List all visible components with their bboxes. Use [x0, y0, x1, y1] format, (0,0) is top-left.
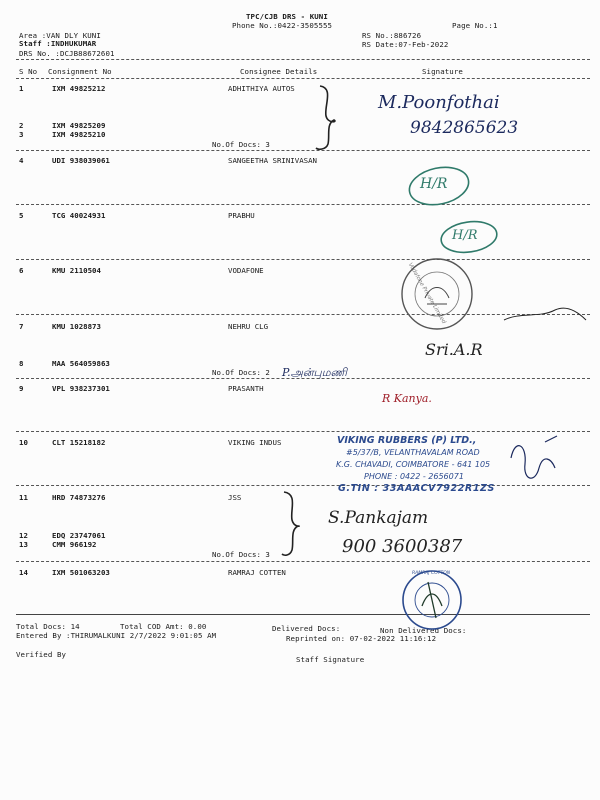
row-7-consignee: NEHRU CLG: [228, 322, 269, 331]
recipient-phone-handwritten: 9842865623: [410, 118, 519, 138]
drs-number: DRS No. :DCJB88672601: [19, 49, 115, 58]
row-2-sno: 2: [19, 121, 24, 130]
row-13-consignment: CMM 966192: [52, 540, 97, 549]
row-9-consignment: VPL 938237301: [52, 384, 110, 393]
row-5-sno: 5: [19, 211, 24, 220]
col-consignee: Consignee Details: [240, 67, 318, 76]
row-12-consignment: EDQ 23747061: [52, 531, 106, 540]
hr-mark-1: H/R: [420, 176, 448, 192]
recipient-name-handwritten: S.Pankajam: [328, 508, 429, 528]
row-10-sno: 10: [19, 438, 28, 447]
row-5-consignee: PRABHU: [228, 211, 255, 220]
row-4-consignment: UDI 938039061: [52, 156, 110, 165]
entered-by: Entered By :THIRUMALKUNI 2/7/2022 9:01:05 AM: [16, 631, 217, 640]
row-divider: [16, 150, 590, 151]
signature-scribble: [505, 428, 565, 488]
total-docs: Total Docs: 14: [16, 622, 80, 631]
row-7-consignment: KMU 1028873: [52, 322, 101, 331]
verified-by: Verified By: [16, 650, 67, 659]
col-consignment: Consignment No: [48, 67, 112, 76]
company-stamp-line3: K.G. CHAVADI, COIMBATORE - 641 105: [336, 460, 491, 469]
row-1-consignment: IXM 49825212: [52, 84, 106, 93]
row-14-consignment: IXM 501063203: [52, 568, 110, 577]
staff-label: Staff :INDHUKUMAR: [19, 39, 97, 48]
row-9-sno: 9: [19, 384, 24, 393]
row-4-consignee: SANGEETHA SRINIVASAN: [228, 156, 317, 165]
row-9-tamil-name: P.அன்புமணி: [282, 366, 347, 379]
row-1-consignee: ADHITHIYA AUTOS: [228, 84, 295, 93]
row-divider: [16, 431, 590, 432]
document-title: TPC/CJB DRS - KUNI: [246, 12, 328, 21]
reprinted-on: Reprinted on: 07-02-2022 11:16:12: [286, 634, 437, 643]
footer-divider: [16, 614, 590, 615]
non-delivered-docs: Non Delivered Docs:: [380, 626, 467, 635]
row-6-consignee: VODAFONE: [228, 266, 264, 275]
total-cod: Total COD Amt: 0.00: [120, 622, 207, 631]
row-divider: [16, 204, 590, 205]
row-3-sno: 3: [19, 130, 24, 139]
company-stamp-line2: #5/37/B, VELANTHAVALAM ROAD: [346, 448, 480, 457]
page-number: Page No.:1: [452, 21, 498, 30]
hr-mark-2: H/R: [452, 228, 478, 243]
rs-number: RS No.:886726: [362, 31, 422, 40]
col-signature: Signature: [422, 67, 463, 76]
row-3-consignment: IXM 49825210: [52, 130, 106, 139]
round-stamp-icon: [400, 568, 464, 632]
row-8-signature: Sri.A.R: [425, 340, 483, 359]
columns-divider: [16, 78, 590, 79]
row-5-consignment: TCG 40024931: [52, 211, 106, 220]
brace-mark: [278, 490, 306, 560]
area-label: Area :VAN DLY KUNI: [19, 31, 101, 40]
row-7-sno: 7: [19, 322, 24, 331]
phone-number: Phone No.:0422-3505555: [232, 21, 333, 30]
row-11-consignment: HRD 74873276: [52, 493, 106, 502]
rs-date: RS Date:07-Feb-2022: [362, 40, 449, 49]
row-14-sno: 14: [19, 568, 28, 577]
row-6-consignment: KMU 2110504: [52, 266, 101, 275]
company-stamp-line5: G.TIN : 33AAACV7922R1ZS: [338, 483, 495, 494]
row-divider: [16, 485, 590, 486]
row-6-sno: 6: [19, 266, 24, 275]
row-10-consignment: CLT 15218182: [52, 438, 106, 447]
row-8-docs: No.Of Docs: 2: [212, 368, 270, 377]
row-4-sno: 4: [19, 156, 24, 165]
row-10-consignee: VIKING INDUS: [228, 438, 282, 447]
signature-scribble: [500, 300, 590, 340]
row-11-sno: 11: [19, 493, 28, 502]
company-stamp-line4: PHONE : 0422 - 2656071: [364, 472, 464, 481]
row-13-sno: 13: [19, 540, 28, 549]
col-sno: S No: [19, 67, 38, 76]
header-divider: [16, 59, 590, 60]
row-9-name: R Kanya.: [382, 392, 432, 405]
row-9-consignee: PRASANTH: [228, 384, 264, 393]
row-2-consignment: IXM 49825209: [52, 121, 106, 130]
round-stamp-text: Vodafone Private Limited: [406, 262, 447, 325]
row-1-sno: 1: [19, 84, 24, 93]
row-11-consignee: JSS: [228, 493, 242, 502]
brace-mark: [312, 84, 342, 154]
row-3-docs: No.Of Docs: 3: [212, 140, 270, 149]
row-8-sno: 8: [19, 359, 24, 368]
recipient-phone-handwritten: 900 3600387: [342, 536, 463, 557]
row-divider: [16, 561, 590, 562]
row-12-sno: 12: [19, 531, 28, 540]
recipient-name-handwritten: M.Poonfothai: [378, 92, 500, 113]
row-8-consignment: MAA 564059863: [52, 359, 110, 368]
row-13-docs: No.Of Docs: 3: [212, 550, 270, 559]
delivered-docs: Delivered Docs:: [272, 624, 341, 633]
row-14-consignee: RAMRAJ COTTEN: [228, 568, 286, 577]
staff-signature-label: Staff Signature: [296, 655, 365, 664]
company-stamp-line1: VIKING RUBBERS (P) LTD.,: [337, 435, 477, 446]
row-divider: [16, 259, 590, 260]
round-stamp-text: RAMRAJ COTTON: [412, 571, 451, 576]
